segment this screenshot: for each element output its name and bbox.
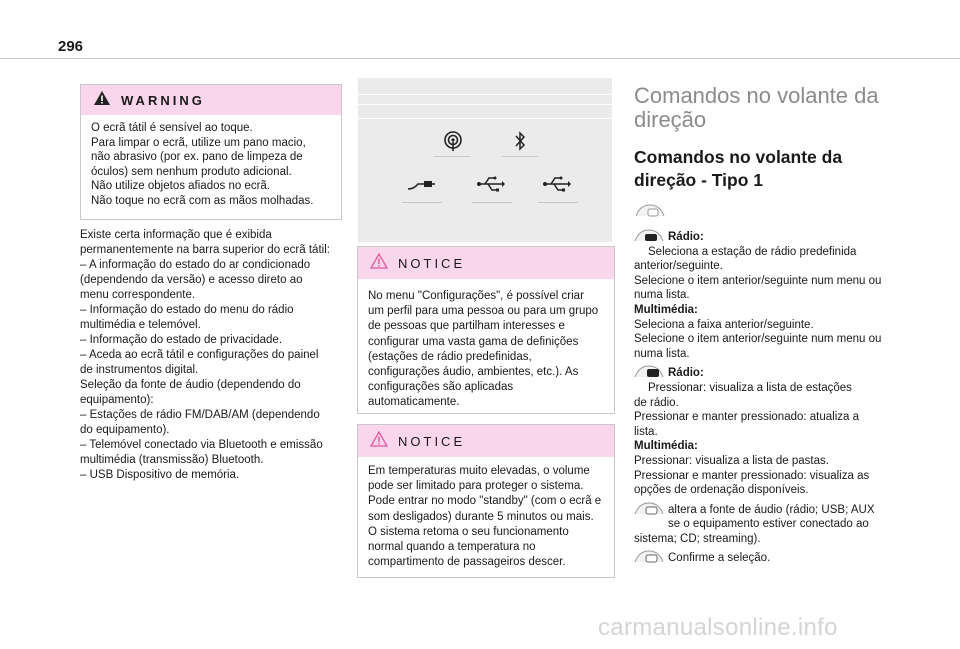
control-source: altera a fonte de áudio (rádio; USB; AUX se o equipamento estiver conectado ao sistema; CD; streaming).	[634, 499, 896, 547]
steering-control-icon	[634, 547, 666, 565]
notice-title: NOTICE	[398, 255, 466, 271]
notice-line: configurações áudio, ambientes, etc.). As	[368, 366, 579, 379]
usb-icon	[476, 175, 506, 198]
notice-icon	[370, 431, 388, 452]
notice-line: automaticamente.	[368, 396, 460, 409]
paragraph-line: de instrumentos digital.	[80, 364, 199, 376]
wireless-icon	[442, 130, 464, 157]
notice-line: (estações de rádio predefinidas,	[368, 350, 532, 363]
notice-line: Em temperaturas muito elevadas, o volume	[368, 465, 590, 477]
notice-title: NOTICE	[398, 433, 466, 449]
paragraph-line: – Telemóvel conectado via Bluetooth e emissão	[80, 439, 323, 451]
header-divider	[0, 58, 960, 59]
steering-wheel-icon	[634, 202, 666, 225]
subsection-title: Comandos no volante da direção - Tipo 1	[634, 147, 843, 190]
usb-icon	[542, 175, 572, 198]
notice-line: O sistema retoma o seu funcionamento	[368, 525, 569, 538]
notice-box-temperature	[357, 424, 615, 578]
notice-line: configurar uma vasta gama de definições	[368, 335, 579, 348]
notice-text	[358, 457, 614, 576]
warning-icon	[93, 90, 111, 111]
paragraph-line: – Estações de rádio FM/DAB/AM (dependendo	[80, 409, 320, 421]
aux-cable-icon	[406, 176, 436, 197]
control-confirm: Confirme a seleção.	[634, 547, 896, 566]
notice-icon	[370, 253, 388, 274]
paragraph-line: – A informação do estado do ar condicionado	[80, 259, 311, 271]
control-list: Rádio: Pressionar: visualiza a lista de estações de rádio. Pressionar e manter pressionado: atualiza a lista. Multimédia: Pressionar: visualiza a lista de pastas. Pressionar e manter pressionado: visualiza as opções de ordenação disponíveis.	[634, 362, 896, 497]
paragraph-line: do equipamento).	[80, 424, 170, 436]
warning-text	[81, 115, 341, 215]
paragraph-line: permanentemente na barra superior do ecrã tátil:	[80, 244, 330, 256]
notice-line: um perfil para uma pessoa ou para um grupo	[368, 305, 599, 318]
footer-watermark: carmanualsonline.info	[598, 614, 838, 641]
notice-text	[358, 279, 614, 417]
paragraph-line: – USB Dispositivo de memória.	[80, 469, 240, 481]
notice-header	[358, 425, 614, 457]
left-column-text	[80, 228, 350, 483]
steering-control-icon	[634, 226, 666, 244]
section-title: Comandos no volante da direção	[634, 83, 879, 132]
warning-line: Não utilize objetos afiados no ecrã.	[91, 180, 270, 193]
paragraph-line: menu correspondente.	[80, 289, 196, 301]
notice-line: normal quando a temperatura no	[368, 541, 536, 554]
paragraph-line: multimédia (transmissão) Bluetooth.	[80, 454, 264, 466]
notice-line: de pessoas que partilham interesses e	[368, 320, 565, 333]
warning-line: não abrasivo (por ex. pano de limpeza de	[91, 151, 303, 164]
controls-list	[634, 226, 896, 566]
notice-line: configurações são aplicadas	[368, 381, 514, 394]
warning-line: óculos) sem nenhum produto adicional.	[91, 165, 292, 178]
notice-line: No menu "Configurações", é possível criar	[368, 290, 584, 302]
notice-line: compartimento de passageiros descer.	[368, 556, 566, 569]
paragraph-line: Seleção da fonte de áudio (dependendo do	[80, 379, 301, 391]
warning-box	[80, 84, 342, 220]
bluetooth-icon	[512, 130, 528, 157]
paragraph-line: – Aceda ao ecrã tátil e configurações do painel	[80, 349, 319, 361]
warning-header	[81, 85, 341, 115]
warning-title: WARNING	[121, 92, 205, 108]
paragraph-line: – Informação do estado de privacidade.	[80, 334, 283, 346]
touchscreen-illustration	[358, 78, 612, 242]
warning-line: O ecrã tátil é sensível ao toque.	[91, 122, 253, 134]
steering-control-icon	[634, 499, 666, 517]
paragraph-line: (dependendo da versão) e acesso direto ao	[80, 274, 303, 286]
paragraph-line: equipamento):	[80, 394, 154, 406]
warning-line: Para limpar o ecrã, utilize um pano macio,	[91, 136, 306, 149]
notice-box-profiles	[357, 246, 615, 414]
paragraph-line: multimédia e telemóvel.	[80, 319, 201, 331]
notice-header	[358, 247, 614, 279]
notice-line: Pode entrar no modo "standby" (com o ecrã e	[368, 495, 602, 508]
page-number: 296	[58, 38, 84, 55]
warning-line: Não toque no ecrã com as mãos molhadas.	[91, 194, 314, 207]
paragraph-line: – Informação do estado do menu do rádio	[80, 304, 294, 316]
paragraph-line: Existe certa informação que é exibida	[80, 229, 272, 241]
control-radio-seek: Rádio: Seleciona a estação de rádio predefinida anterior/seguinte. Selecione o item anterior/seguinte num menu ou numa lista. Multimédia: Seleciona a faixa anterior/seguinte. Selecione o item anterior/seguinte num menu ou numa lista.	[634, 226, 896, 361]
notice-line: pode ser limitado para proteger o sistema.	[368, 480, 584, 493]
steering-control-icon	[634, 362, 666, 380]
notice-line: som desligados) durante 5 minutos ou mais.	[368, 510, 594, 523]
